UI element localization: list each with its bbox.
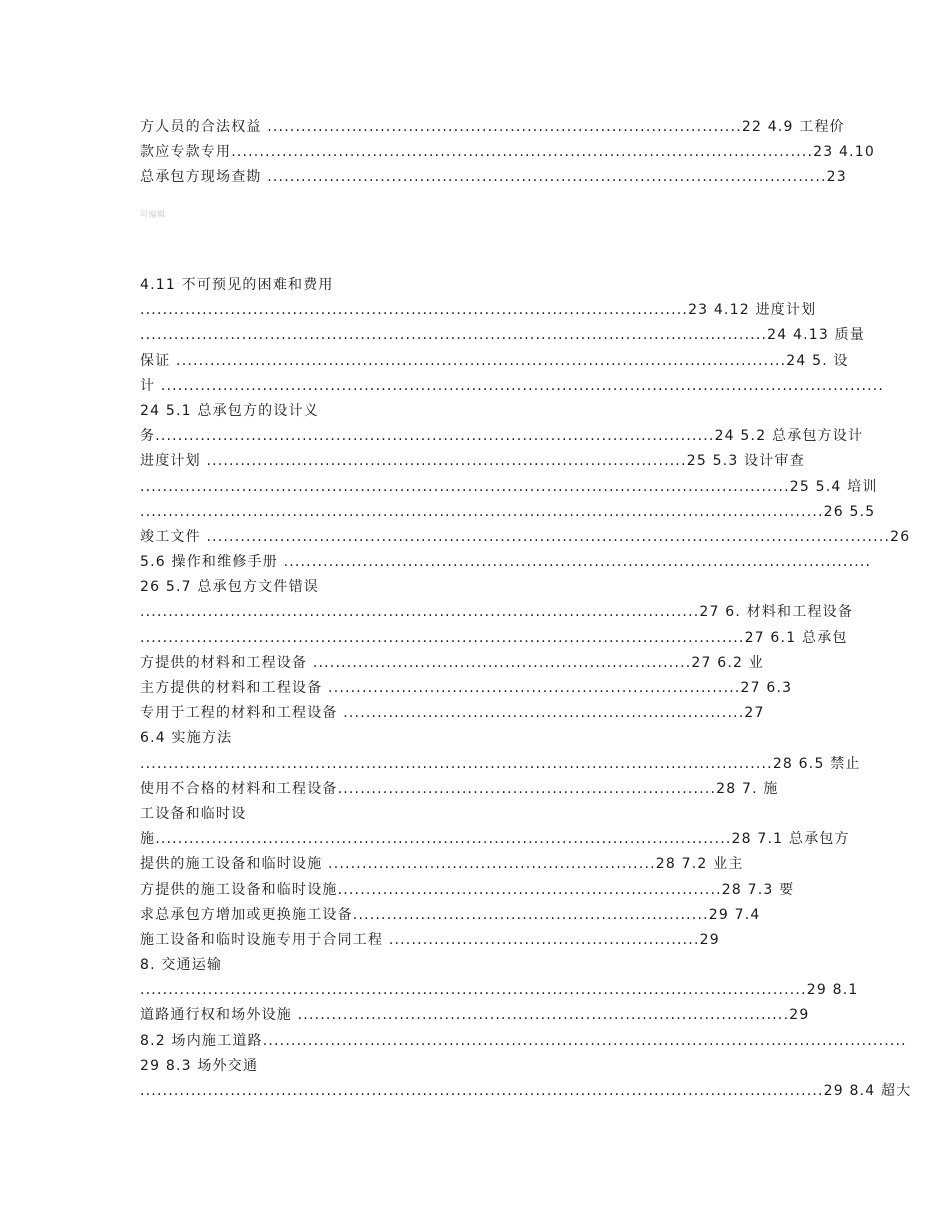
toc-line: 26 5.7 总承包方文件错误 [140,579,319,596]
toc-line: 计 ................................................................................................................................ [140,377,885,394]
toc-line: ...................................................................................................27 6. 材料和工程设备 [140,604,854,621]
toc-block-1 [140,115,876,191]
toc-line: ...............................................................................................................24 4.13 质量 [140,327,866,344]
toc-line: 施......................................................................................................28 7.1 总承包方 [140,831,850,848]
toc-line: 方提供的施工设备和临时设施....................................................................28 7.3 要 [140,881,795,898]
toc-line: 施工设备和临时设施专用于合同工程 .......................................................29 [140,931,720,948]
toc-line: 道路通行权和场外设施 .......................................................................................29 [140,1007,810,1024]
toc-line: 进度计划 .....................................................................................25 5.3 设计审查 [140,453,805,470]
toc-line: .................................................................................................23 4.12 进度计划 [140,302,817,319]
toc-line: 方人员的合法权益 ....................................................................................22 4.9 工程价 [140,119,845,135]
toc-line: 24 5.1 总承包方的设计义 [140,402,319,419]
toc-line: 工设备和临时设 [140,805,247,822]
toc-line: ................................................................................................................28 6.5 禁止 [140,755,861,772]
toc-line: 求总承包方增加或更换施工设备...............................................................29 7.4 [140,906,761,923]
toc-line: 方提供的材料和工程设备 ...................................................................27 6.2 业 [140,654,764,671]
watermark-text: 可编辑 [140,210,166,219]
toc-block-2 [140,273,912,1104]
toc-line: 6.4 实施方法 [140,730,233,747]
toc-line: 8.2 场内施工道路.................................................................................................................. [140,1032,907,1049]
toc-line: 竣工文件 .........................................................................................................................26 [140,528,911,545]
toc-line: .........................................................................................................................29 8.4 超大 [140,1083,912,1099]
toc-line: 主方提供的材料和工程设备 .........................................................................27 6.3 [140,680,793,696]
toc-line: ......................................................................................................................29 8.1 [140,982,859,999]
toc-line: 8. 交通运输 [140,957,223,974]
toc-line: 专用于工程的材料和工程设备 .......................................................................27 [140,705,765,722]
toc-line: 使用不合格的材料和工程设备...................................................................28 7. 施 [140,780,779,797]
toc-line: 5.6 操作和维修手册 ........................................................................................................ [140,554,872,571]
toc-line: 保证 ............................................................................................................24 5. 设 [140,352,849,369]
toc-line: 务...................................................................................................24 5.2 总承包方设计 [140,428,864,445]
toc-line: 提供的施工设备和临时设施 ..........................................................28 7.2 业主 [140,856,744,873]
toc-line: .........................................................................................................................26 5.5 [140,503,876,520]
toc-line: 4.11 不可预见的困难和费用 [140,277,334,293]
toc-line: 总承包方现场查勘 ...................................................................................................23 [140,169,847,186]
toc-line: ...........................................................................................................27 6.1 总承包 [140,629,848,646]
toc-line: 29 8.3 场外交通 [140,1057,259,1074]
toc-line: ...................................................................................................................25 5.4 培训 [140,478,878,495]
toc-line: 款应专款专用.......................................................................................................23 4.10 [140,144,876,161]
